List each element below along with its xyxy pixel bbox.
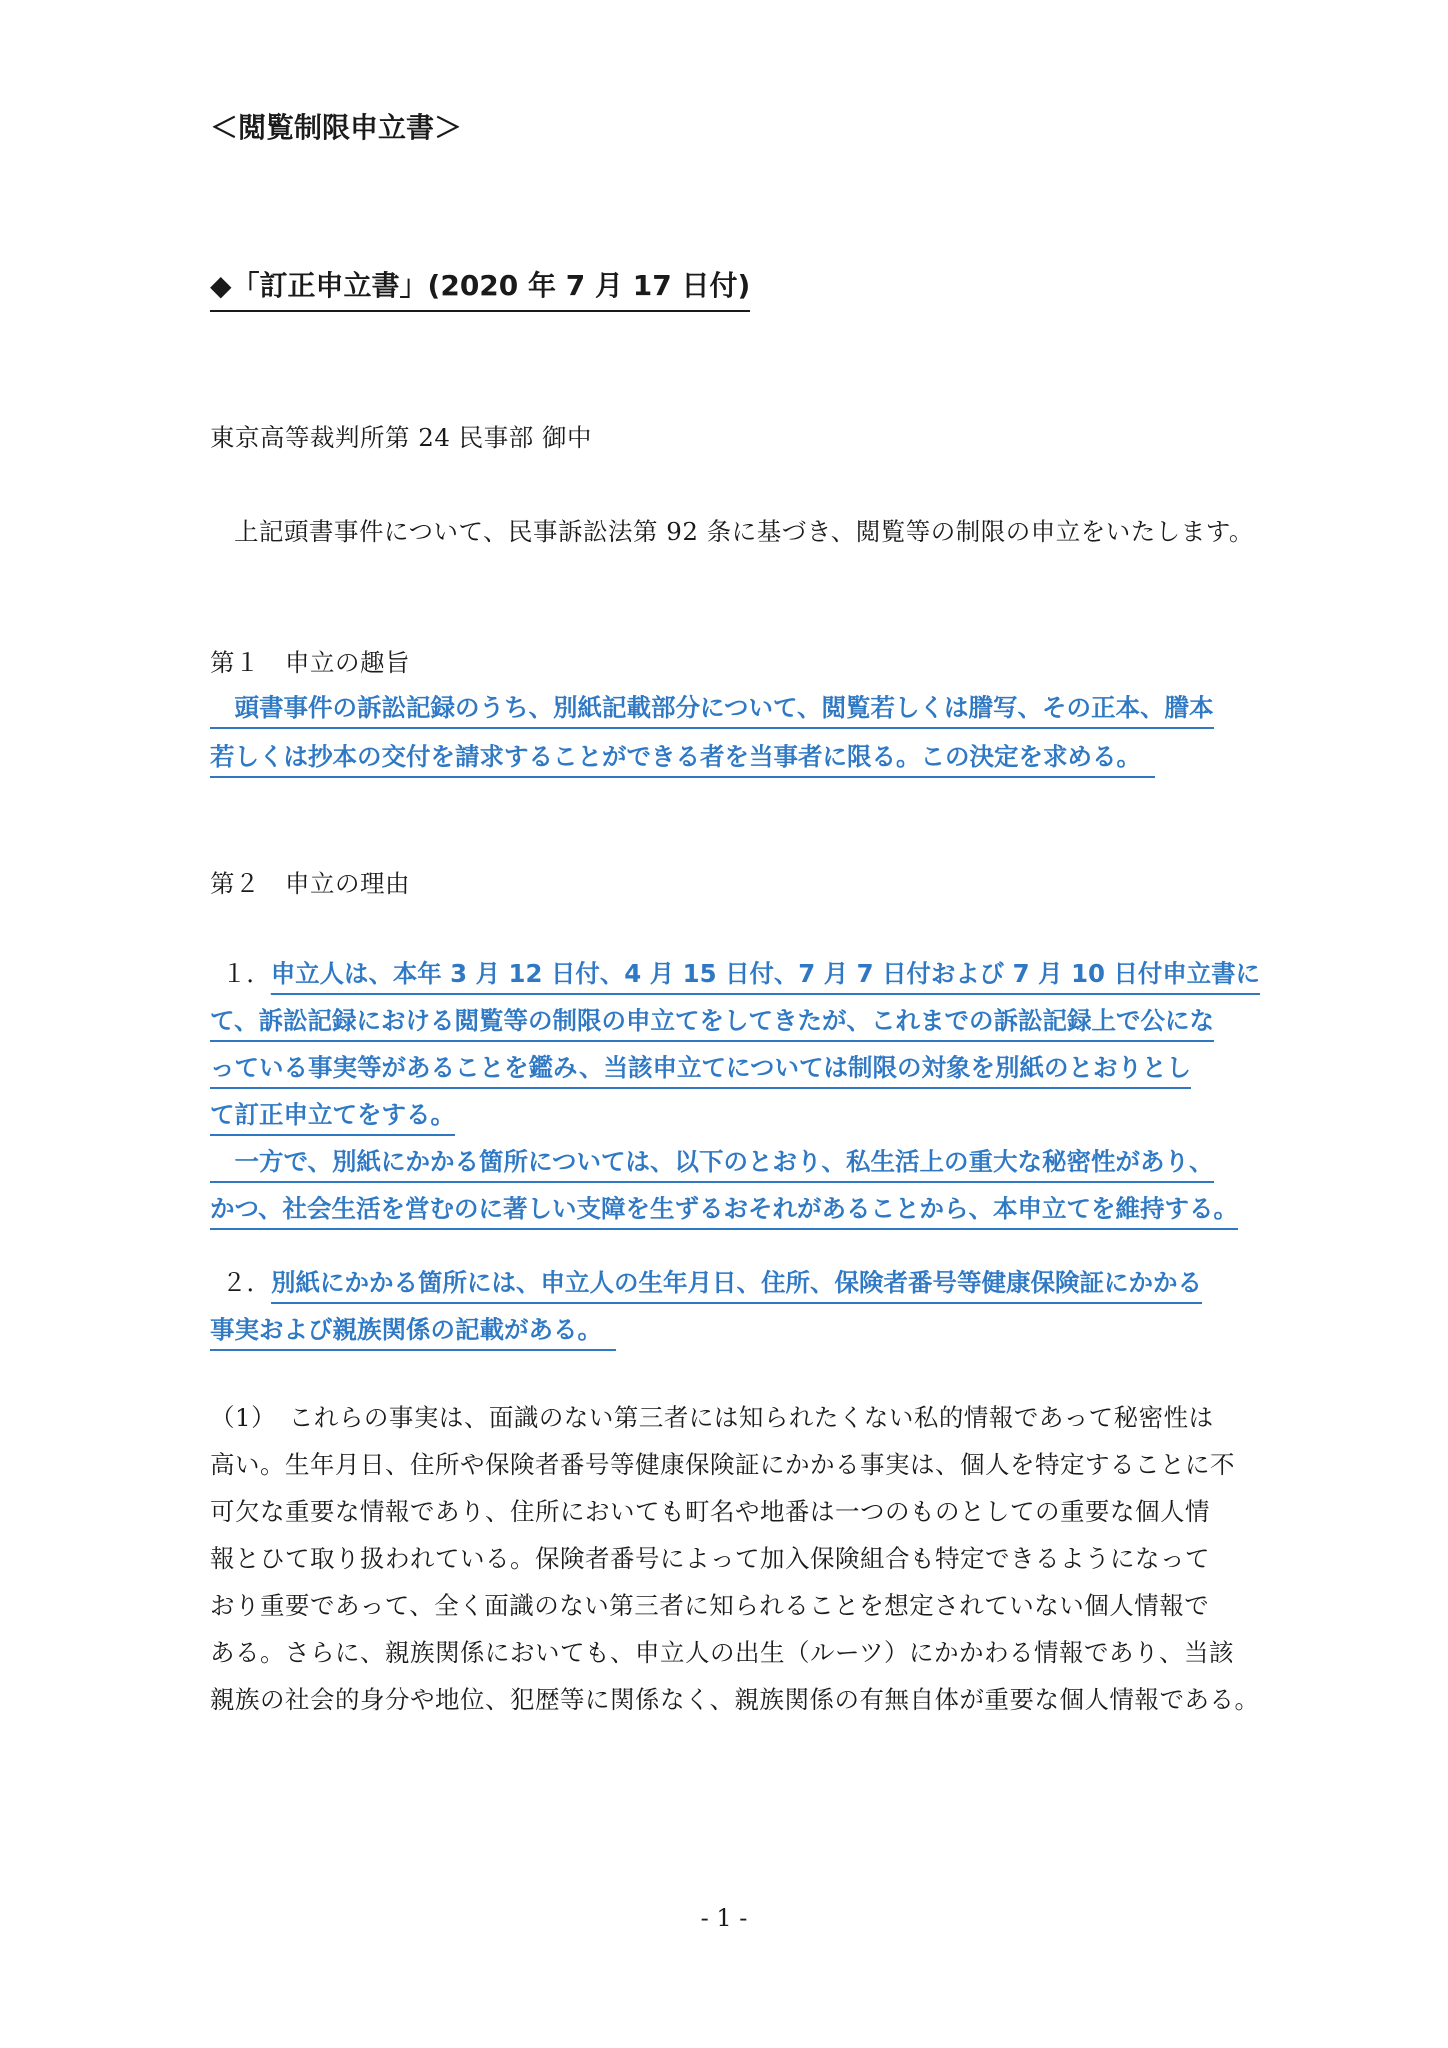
addressee: 東京高等裁判所第 24 民事部 御中	[210, 423, 593, 452]
sub1-line-4: 報とひて取り扱われている。保険者番号によって加入保険組合も特定できるようになって	[210, 1544, 1210, 1573]
item1-line-3	[210, 1048, 1191, 1089]
section1-line-2	[210, 737, 1155, 778]
item1-label: １．	[222, 959, 271, 988]
item1-line-2	[210, 1001, 1214, 1042]
document-subheading: ◆「訂正申立書」(2020 年 7 月 17 日付)	[210, 266, 750, 312]
item2-line-2	[210, 1310, 616, 1351]
section1-line-1-text: 頭書事件の訴訟記録のうち、別紙記載部分について、閲覧若しくは謄写、その正本、謄本	[210, 689, 1214, 729]
section1-line-1	[210, 688, 1214, 729]
sub1-line-6: ある。さらに、親族関係においても、申立人の出生（ルーツ）にかかわる情報であり、当該	[210, 1638, 1235, 1667]
item1-line-4-text: て訂正申立てをする。	[210, 1096, 455, 1136]
item1-line-2-text: て、訴訟記録における閲覧等の制限の申立てをしてきたが、これまでの訴訟記録上で公にな	[210, 1002, 1214, 1042]
item2-label: ２．	[222, 1268, 271, 1297]
item2-line-2-text: 事実および親族関係の記載がある。	[210, 1311, 616, 1351]
item1-line-3-text: っている事実等があることを鑑み、当該申立てについては制限の対象を別紙のとおりとし	[210, 1049, 1191, 1089]
item2-line-1-text: 別紙にかかる箇所には、申立人の生年月日、住所、保険者番号等健康保険証にかかる	[271, 1264, 1202, 1304]
document-heading: ＜閲覧制限申立書＞	[210, 111, 463, 144]
sub1-line-7: 親族の社会的身分や地位、犯歴等に関係なく、親族関係の有無自体が重要な個人情報である。	[210, 1685, 1260, 1714]
item1-line-1	[222, 954, 1260, 995]
item1-line-6-text: かつ、社会生活を営むのに著しい支障を生ずるおそれがあることから、本申立てを維持する。	[210, 1190, 1238, 1230]
sub1-line-3: 可欠な重要な情報であり、住所においても町名や地番は一つのものとしての重要な個人情	[210, 1497, 1210, 1526]
sub1-line-1: （1） これらの事実は、面識のない第三者には知られたくない私的情報であって秘密性は	[210, 1403, 1214, 1432]
intro-paragraph: 上記頭書事件について、民事訴訟法第 92 条に基づき、閲覧等の制限の申立をいたします。	[234, 517, 1254, 546]
section2-title: 第２ 申立の理由	[210, 869, 410, 898]
section1-line-2-text: 若しくは抄本の交付を請求することができる者を当事者に限る。この決定を求める。	[210, 738, 1155, 778]
item1-line-6	[210, 1189, 1238, 1230]
page-number: - 1 -	[700, 1904, 748, 1932]
item1-line-5	[210, 1142, 1214, 1183]
sub1-line-5: おり重要であって、全く面識のない第三者に知られることを想定されていない個人情報で	[210, 1591, 1210, 1620]
item1-line-5-text: 一方で、別紙にかかる箇所については、以下のとおり、私生活上の重大な秘密性があり、	[210, 1143, 1214, 1183]
item1-line-4	[210, 1095, 455, 1136]
section1-title: 第１ 申立の趣旨	[210, 648, 410, 677]
sub1-line-2: 高い。生年月日、住所や保険者番号等健康保険証にかかる事実は、個人を特定することに不	[210, 1450, 1235, 1479]
item2-line-1	[222, 1263, 1202, 1304]
item1-line-1-text: 申立人は、本年 3 月 12 日付、4 月 15 日付、7 月 7 日付および 7 月 10 日付申立書に	[271, 955, 1260, 995]
